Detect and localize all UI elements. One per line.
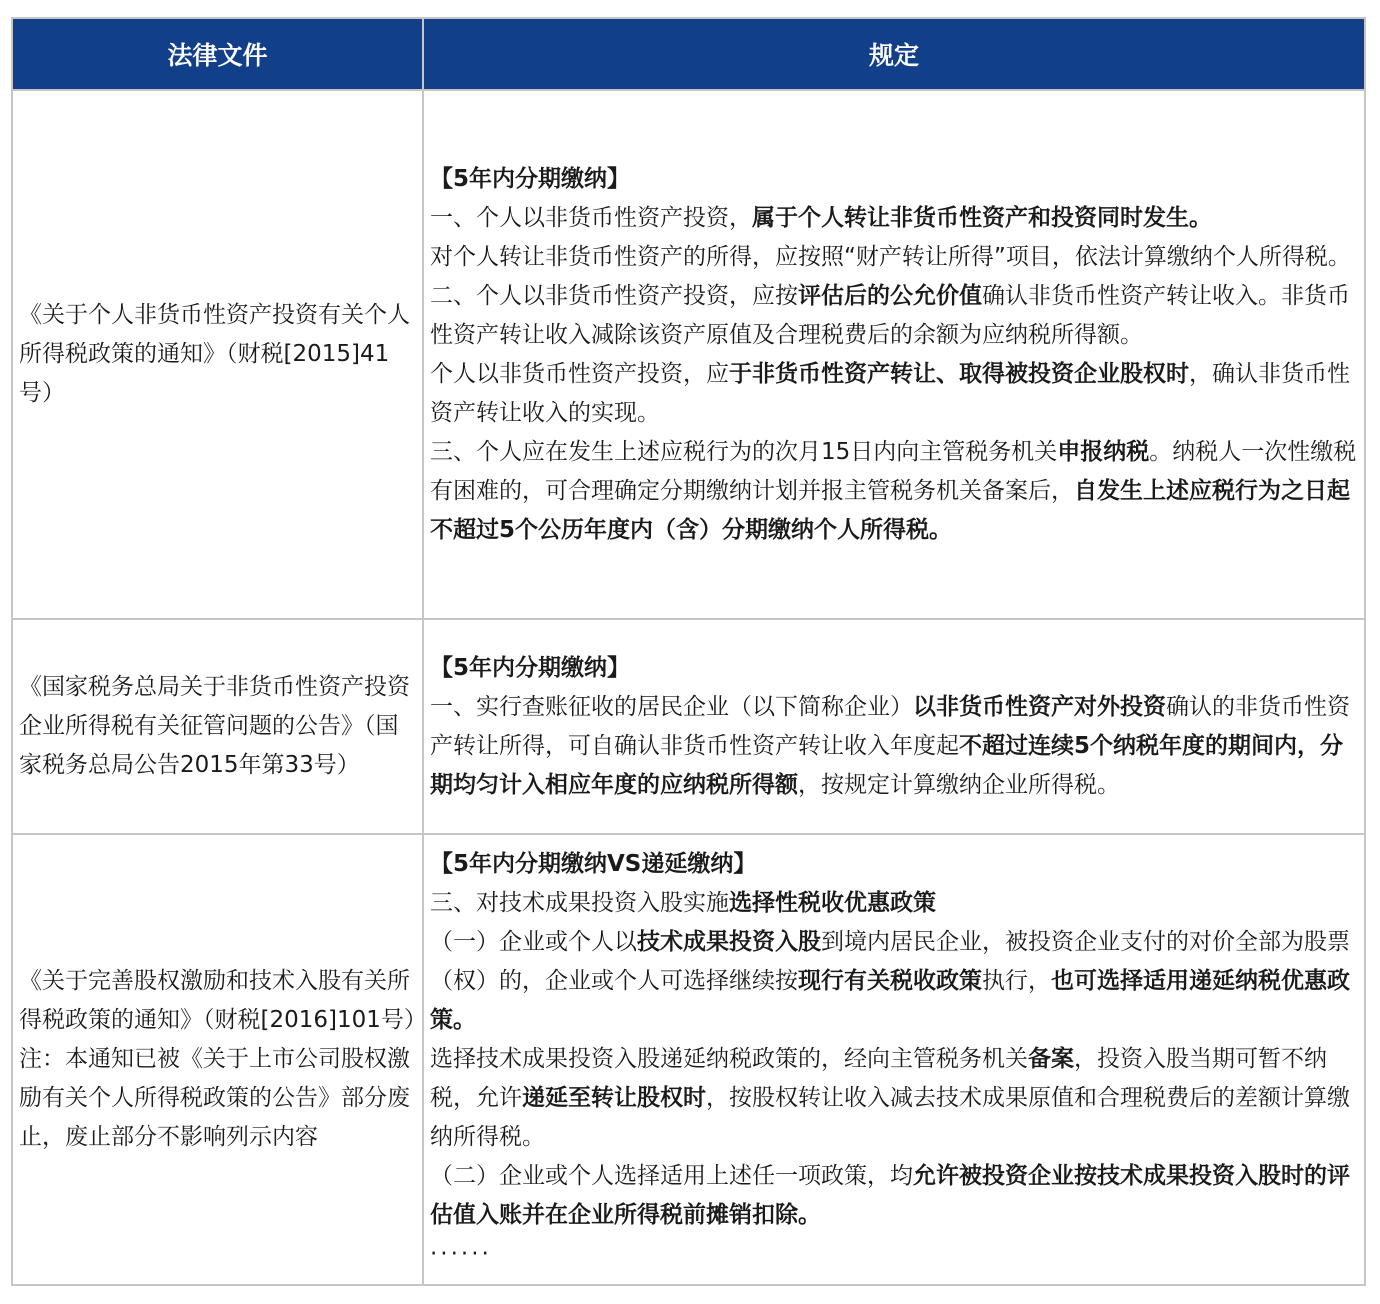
provision-paragraph: 三、个人应在发生上述应税行为的次月15日内向主管税务机关申报纳税。纳税人一次性缴税有困难的，可合理确定分期缴纳计划并报主管税务机关备案后，自发生上述应税行为之日起不超过5个公历年度内（含）分期缴纳个人所得税。 bbox=[430, 438, 1357, 543]
provision-cell bbox=[423, 90, 1365, 619]
legal-document-cell bbox=[12, 619, 423, 834]
document-title: 《国家税务总局关于非货币性资产投资企业所得税有关征管问题的公告》（国家税务总局公告2015年第33号） bbox=[19, 674, 410, 778]
document-note: 注：本通知已被《关于上市公司股权激励有关个人所得税政策的公告》部分废止，废止部分不影响列示内容 bbox=[19, 1046, 410, 1150]
provision-paragraph: 二、个人以非货币性资产投资，应按评估后的公允价值确认非货币性资产转让收入。非货币性资产转让收入减除该资产原值及合理税费后的余额为应纳税所得额。 bbox=[430, 282, 1350, 348]
provision-paragraph: （二）企业或个人选择适用上述任一项政策，均允许被投资企业按技术成果投资入股时的评估值入账并在企业所得税前摊销扣除。 bbox=[430, 1163, 1350, 1228]
header-row bbox=[12, 18, 1365, 90]
legal-document-cell bbox=[12, 90, 423, 619]
provision-cell bbox=[423, 834, 1365, 1285]
document-title: 《关于个人非货币性资产投资有关个人所得税政策的通知》（财税[2015]41号） bbox=[19, 302, 410, 406]
ellipsis: ······ bbox=[430, 1241, 492, 1267]
header-legal-document: 法律文件 bbox=[12, 18, 423, 90]
table-row bbox=[12, 90, 1365, 619]
document-title: 《关于完善股权激励和技术入股有关所得税政策的通知》（财税[2016]101号） bbox=[19, 968, 427, 1033]
provision-paragraph: 三、对技术成果投资入股实施选择性税收优惠政策 bbox=[430, 890, 936, 916]
provision-paragraph: 一、实行查账征收的居民企业（以下简称企业）以非货币性资产对外投资确认的非货币性资产转让所得，可自确认非货币性资产转让收入年度起不超过连续5个纳税年度的期间内，分期均匀计入相应年度的应纳税所得额，按规定计算缴纳企业所得税。 bbox=[430, 693, 1350, 798]
legal-document-cell bbox=[12, 834, 427, 1285]
table-row bbox=[12, 834, 1365, 1285]
table-row bbox=[12, 619, 1365, 834]
provision-paragraph: 一、个人以非货币性资产投资，属于个人转让非货币性资产和投资同时发生。 bbox=[430, 204, 1212, 231]
provision-paragraph: 【5年内分期缴纳VS递延缴纳】 bbox=[430, 851, 757, 877]
provision-paragraph: 选择技术成果投资入股递延纳税政策的，经向主管税务机关备案，投资入股当期可暂不纳税，允许递延至转让股权时，按股权转让收入减去技术成果原值和合理税费后的差额计算缴纳所得税。 bbox=[430, 1046, 1350, 1150]
provision-paragraph: 对个人转让非货币性资产的所得，应按照“财产转让所得”项目，依法计算缴纳个人所得税。 bbox=[430, 243, 1351, 270]
provision-paragraph: 个人以非货币性资产投资，应于非货币性资产转让、取得被投资企业股权时，确认非货币性资产转让收入的实现。 bbox=[430, 360, 1350, 426]
provision-paragraph: 【5年内分期缴纳】 bbox=[430, 165, 631, 192]
provision-paragraph: 【5年内分期缴纳】 bbox=[430, 654, 631, 681]
policy-table bbox=[11, 17, 1366, 1286]
provision-cell bbox=[423, 619, 1365, 834]
header-provision: 规定 bbox=[423, 18, 1365, 90]
provision-paragraph: （一）企业或个人以技术成果投资入股到境内居民企业，被投资企业支付的对价全部为股票（权）的，企业或个人可选择继续按现行有关税收政策执行，也可选择适用递延纳税优惠政策。 bbox=[430, 929, 1350, 1033]
